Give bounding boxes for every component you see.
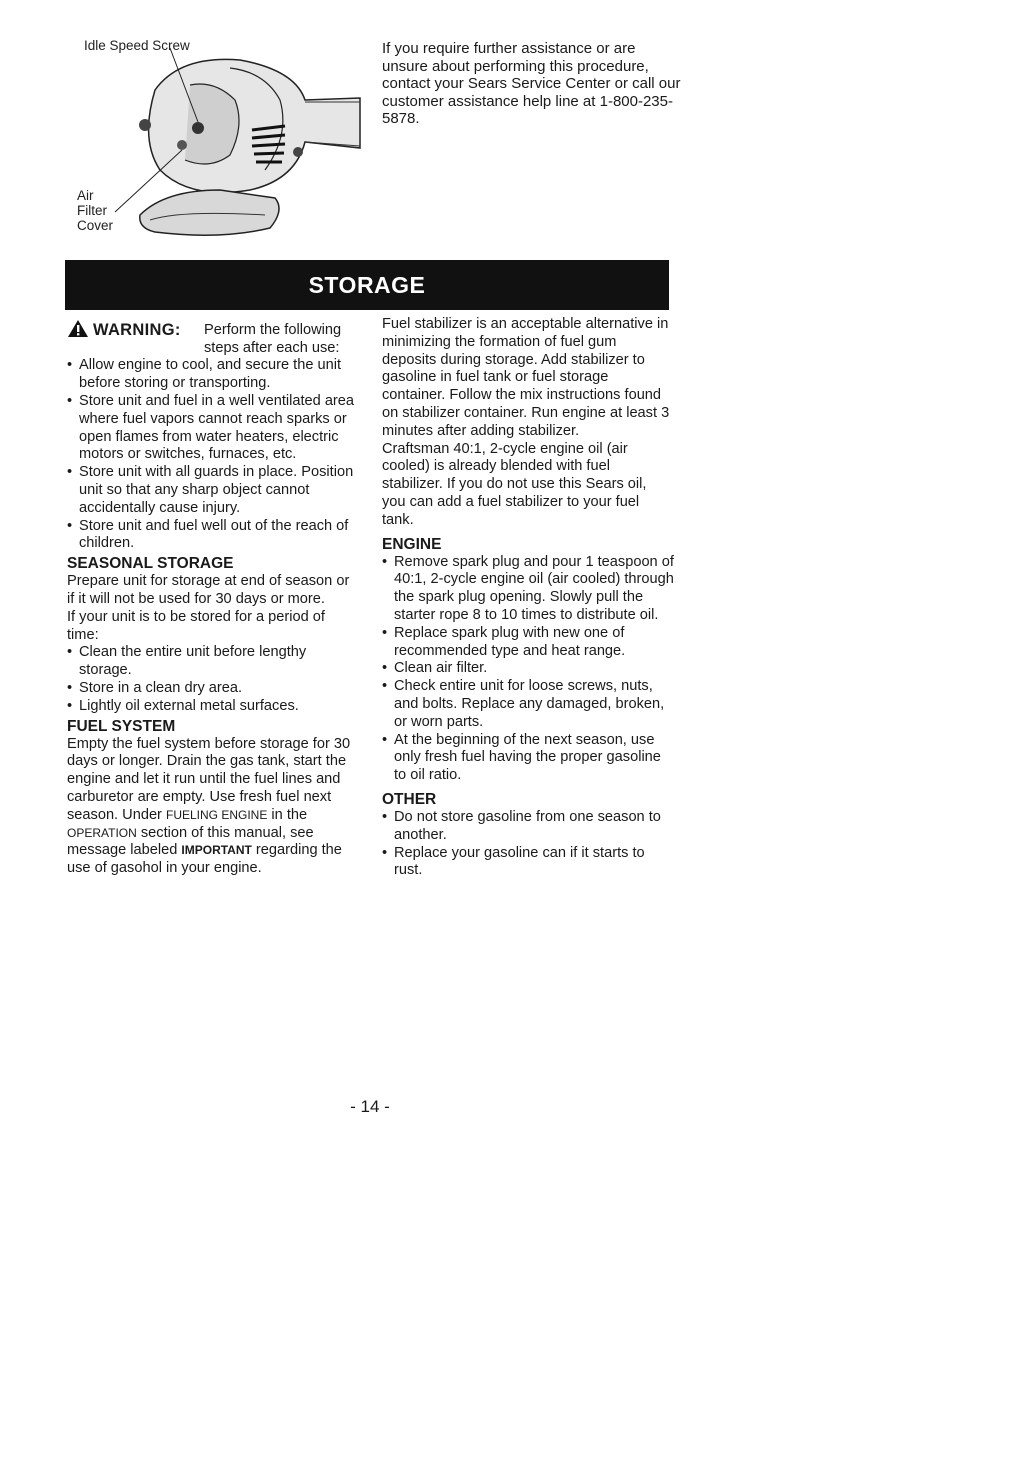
list-item: • Remove spark plug and pour 1 teaspoon of 40:1, 2-cycle engine oil (air cooled) through the spark plug opening. Slowly pull the starter rope 8 to 10 times to distribute oil. — [382, 554, 674, 625]
list-item: • Clean air filter. — [382, 660, 674, 678]
list-item: • Store in a clean dry area. — [67, 680, 359, 698]
warning-triangle-icon — [67, 319, 89, 338]
fuel-text-a: Empty the fuel system before storage for 30 days or longer. Drain the gas tank, start the engine and let it run until the fuel lines and carburetor are empty. Use fresh fuel next season. Under — [67, 735, 351, 823]
label-idle-speed-screw: Idle Speed Screw — [84, 38, 190, 53]
section-banner — [65, 260, 669, 310]
fuel-system-paragraph — [67, 736, 359, 878]
list-item: • Store unit and fuel well out of the reach of children. — [67, 518, 359, 554]
seasonal-list — [67, 644, 359, 715]
list-item: • Replace your gasoline can if it starts to rust. — [382, 845, 674, 881]
list-item: • Lightly oil external metal surfaces. — [67, 698, 359, 716]
list-item: • Do not store gasoline from one season to another. — [382, 809, 674, 845]
list-item: • Replace spark plug with new one of recommended type and heat range. — [382, 625, 674, 661]
stabilizer-paragraph-1: Fuel stabilizer is an acceptable alternative in minimizing the formation of fuel gum deposits during storage. Add stabilizer to gasoline in fuel tank or fuel storage container. Follow the mix instructions found on stabilizer container. Run engine at least 3 minutes after adding stabilizer. — [382, 316, 670, 439]
fuel-text-d: regarding the use of gasohol in your engine. — [67, 842, 342, 877]
blower-illustration — [70, 30, 370, 245]
label-air: Air — [77, 188, 94, 203]
list-item: • Store unit and fuel in a well ventilated area where fuel vapors cannot reach sparks or open flames from water heaters, electric motors or switches, furnaces, etc. — [67, 393, 359, 464]
important-ref: IMPORTANT — [181, 843, 252, 858]
operation-ref: OPERATION — [67, 825, 137, 840]
other-list — [382, 809, 674, 880]
seasonal-storage-heading: SEASONAL STORAGE — [67, 555, 234, 573]
fuel-text-b: in the — [271, 806, 308, 823]
warning-label: WARNING: — [93, 321, 181, 339]
page-number: - 14 - — [350, 1097, 390, 1116]
section-title: STORAGE — [308, 271, 426, 298]
list-item: • Check entire unit for loose screws, nuts, and bolts. Replace any damaged, broken, or worn parts. — [382, 678, 674, 731]
left-column — [67, 316, 359, 878]
blower-engine-drawing — [70, 30, 370, 245]
seasonal-paragraph-2: If your unit is to be stored for a period of time: — [67, 608, 325, 643]
warning-intro: Perform the following steps after each use: — [204, 321, 342, 356]
fuel-text-c: section of this manual, see message labeled — [67, 824, 314, 859]
list-item: • At the beginning of the next season, use only fresh fuel having the proper gasoline to oil ratio. — [382, 732, 674, 785]
warning-list — [67, 357, 359, 553]
list-item: • Store unit with all guards in place. Position unit so that any sharp object cannot accidentally cause injury. — [67, 464, 359, 517]
fueling-engine-ref: FUELING ENGINE — [165, 807, 268, 822]
engine-heading: ENGINE — [382, 535, 442, 553]
right-column — [382, 316, 674, 880]
fuel-system-heading: FUEL SYSTEM — [67, 717, 176, 735]
label-cover: Cover — [77, 218, 114, 233]
seasonal-paragraph-1: Prepare unit for storage at end of season or if it will not be used for 30 days or more. — [67, 573, 350, 607]
stabilizer-paragraph-2: Craftsman 40:1, 2-cycle engine oil (air cooled) is already blended with fuel stabilizer. If you do not use this Sears oil, you can add a fuel stabilizer to your fuel tank. — [382, 440, 647, 528]
label-filter: Filter — [77, 203, 107, 218]
list-item: • Allow engine to cool, and secure the unit before storing or transporting. — [67, 357, 359, 393]
other-heading: OTHER — [382, 790, 437, 808]
list-item: • Clean the entire unit before lengthy storage. — [67, 644, 359, 680]
engine-list — [382, 554, 674, 785]
assistance-note: If you require further assistance or are unsure about performing this procedure, contact your Sears Service Center or call our customer assistance help line at 1-800-235-5878. — [382, 40, 681, 127]
